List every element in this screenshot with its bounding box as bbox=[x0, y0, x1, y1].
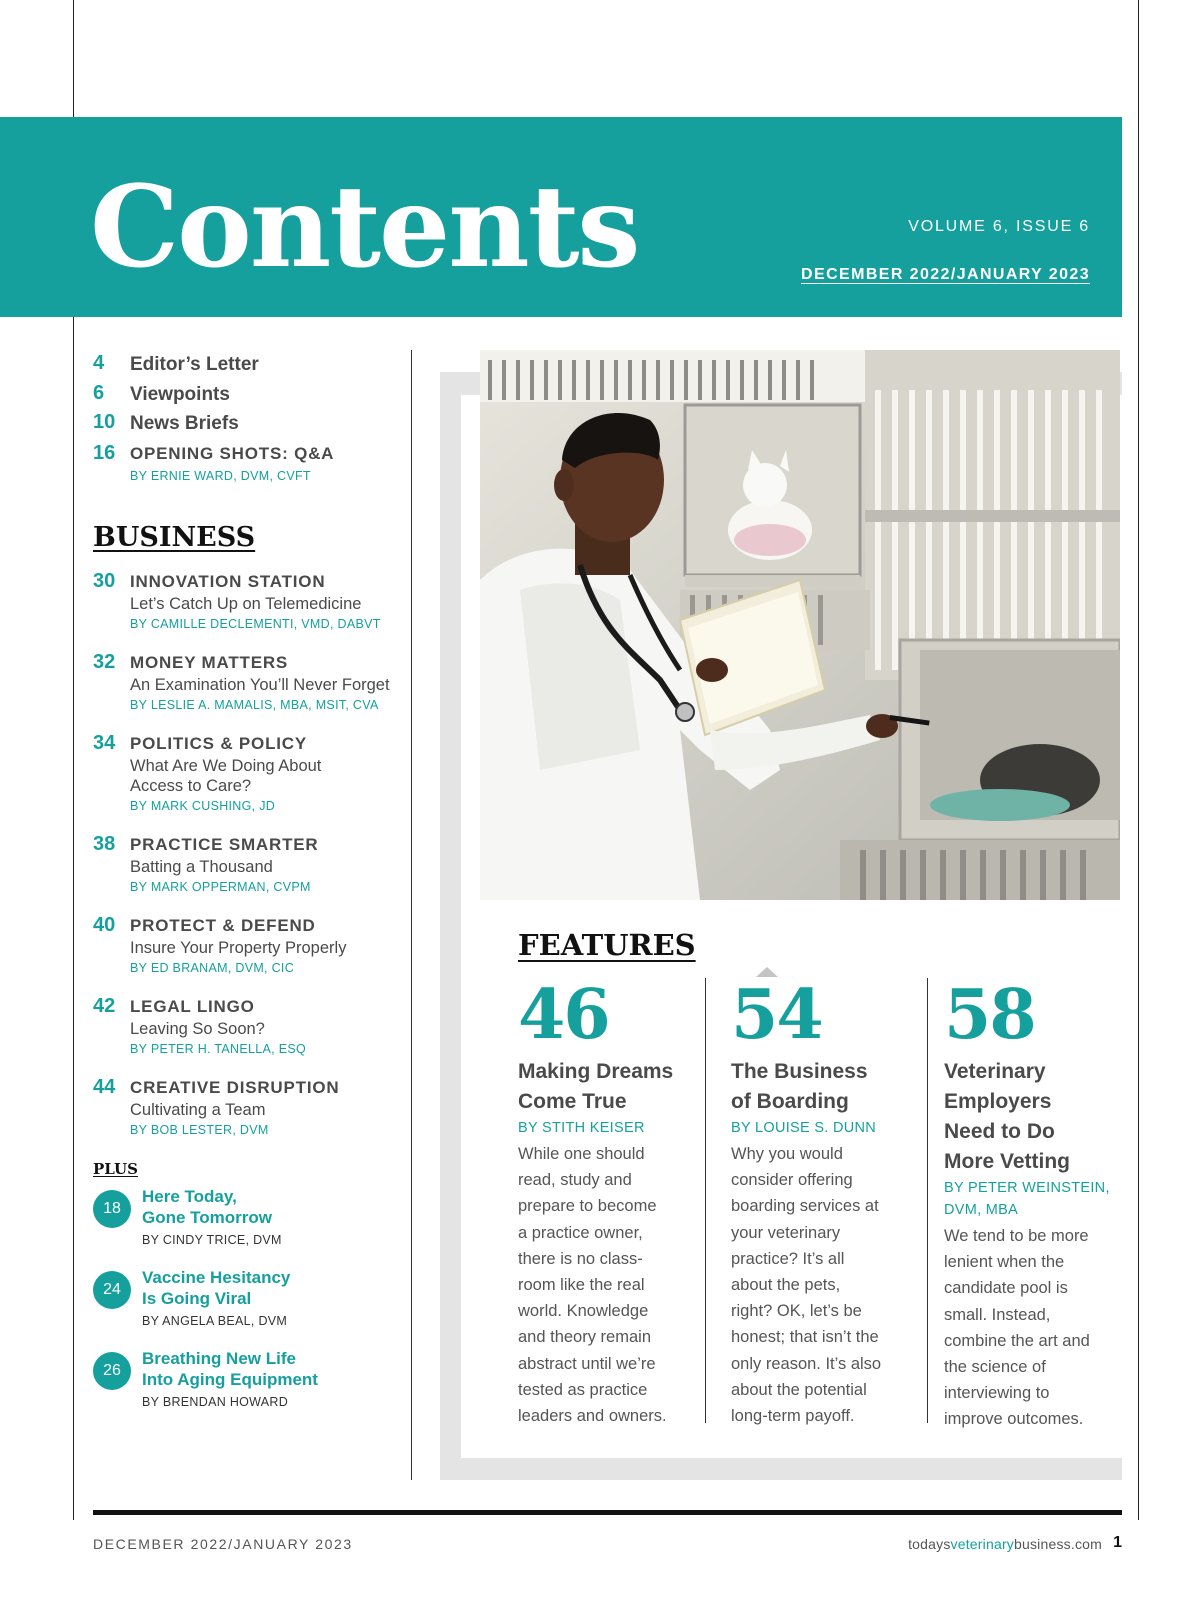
toc-entry[interactable] bbox=[93, 1076, 413, 1140]
toc-entry[interactable] bbox=[93, 352, 413, 378]
toc-entry[interactable] bbox=[93, 833, 413, 897]
section-heading-plus: PLUS bbox=[93, 1160, 138, 1178]
footer-date: DECEMBER 2022/JANUARY 2023 bbox=[93, 1536, 353, 1552]
toc-page-number: 40 bbox=[93, 914, 116, 936]
plus-entry[interactable] bbox=[93, 1348, 413, 1412]
teaser-line: combine the art and bbox=[944, 1331, 1090, 1350]
teaser-line: abstract until we’re bbox=[518, 1354, 656, 1373]
toc-subtitle: An Examination You’ll Never Forget bbox=[130, 676, 390, 694]
section-heading-features: FEATURES bbox=[518, 928, 696, 962]
toc-department: MONEY MATTERS bbox=[130, 653, 289, 672]
teaser-line: and theory remain bbox=[518, 1328, 651, 1347]
toc-department: LEGAL LINGO bbox=[130, 997, 255, 1016]
toc-title: Viewpoints bbox=[130, 384, 230, 405]
plus-byline: BY ANGELA BEAL, DVM bbox=[142, 1314, 288, 1328]
toc-byline: BY LESLIE A. MAMALIS, MBA, MSIT, CVA bbox=[130, 698, 379, 712]
plus-page-badge: 26 bbox=[93, 1352, 131, 1390]
plus-title: Here Today, bbox=[142, 1187, 237, 1206]
feature-teaser bbox=[944, 1223, 1144, 1433]
teaser-line: small. Instead, bbox=[944, 1305, 1051, 1324]
toc-entry[interactable] bbox=[93, 651, 413, 715]
teaser-line: practice? It’s all bbox=[731, 1249, 845, 1268]
teaser-line: prepare to become bbox=[518, 1197, 657, 1216]
teaser-line: honest; that isn’t the bbox=[731, 1328, 879, 1347]
toc-subtitle: Batting a Thousand bbox=[130, 858, 273, 876]
toc-byline: BY CAMILLE DECLEMENTI, VMD, DABVT bbox=[130, 617, 381, 631]
toc-subtitle: Cultivating a Team bbox=[130, 1101, 266, 1119]
feature-teaser bbox=[731, 1141, 931, 1429]
toc-page-number: 38 bbox=[93, 833, 116, 855]
teaser-line: consider offering bbox=[731, 1171, 853, 1190]
teaser-line: there is no class- bbox=[518, 1249, 643, 1268]
teaser-line: candidate pool is bbox=[944, 1279, 1068, 1298]
toc-department: OPENING SHOTS: Q&A bbox=[130, 444, 335, 463]
feature-page-number: 46 bbox=[518, 975, 609, 1055]
plus-title: Vaccine Hesitancy bbox=[142, 1268, 291, 1287]
toc-byline: BY ERNIE WARD, DVM, CVFT bbox=[130, 469, 311, 483]
feature-byline: BY STITH KEISER bbox=[518, 1120, 645, 1136]
toc-page-number: 30 bbox=[93, 570, 116, 592]
toc-page-number: 44 bbox=[93, 1076, 116, 1098]
teaser-line: While one should bbox=[518, 1145, 645, 1163]
feature-article[interactable] bbox=[944, 975, 1144, 1433]
teaser-line: We tend to be more bbox=[944, 1227, 1089, 1245]
toc-byline: BY MARK CUSHING, JD bbox=[130, 799, 276, 813]
toc-department: INNOVATION STATION bbox=[130, 572, 326, 591]
teaser-line: room like the real bbox=[518, 1276, 645, 1295]
feature-title: Need to Do bbox=[944, 1120, 1055, 1143]
teaser-line: tested as practice bbox=[518, 1380, 648, 1399]
teaser-line: long-term payoff. bbox=[731, 1407, 855, 1426]
toc-byline: BY PETER H. TANELLA, ESQ bbox=[130, 1042, 307, 1056]
toc-page-number: 34 bbox=[93, 732, 116, 754]
issue-volume: VOLUME 6, ISSUE 6 bbox=[908, 218, 1090, 235]
toc-entry[interactable] bbox=[93, 411, 413, 437]
feature-byline: BY LOUISE S. DUNN bbox=[731, 1120, 877, 1136]
plus-title: Is Going Viral bbox=[142, 1289, 252, 1308]
plus-page-badge: 18 bbox=[93, 1190, 131, 1228]
teaser-line: about the potential bbox=[731, 1380, 867, 1399]
page-title: Contents bbox=[90, 162, 639, 293]
teaser-line: boarding services at bbox=[731, 1197, 879, 1216]
site-part: business.com bbox=[1014, 1536, 1102, 1552]
toc-subtitle: Let’s Catch Up on Telemedicine bbox=[130, 595, 362, 613]
toc-page-number: 6 bbox=[93, 382, 105, 404]
toc-department: CREATIVE DISRUPTION bbox=[130, 1078, 340, 1097]
plus-entry[interactable] bbox=[93, 1267, 413, 1331]
plus-byline: BY BRENDAN HOWARD bbox=[142, 1395, 289, 1409]
teaser-line: about the pets, bbox=[731, 1276, 841, 1295]
toc-byline: BY MARK OPPERMAN, CVPM bbox=[130, 880, 311, 894]
feature-teaser bbox=[518, 1141, 718, 1429]
feature-divider bbox=[705, 978, 706, 1423]
page-number: 1 bbox=[1113, 1534, 1122, 1551]
teaser-line: your veterinary bbox=[731, 1223, 841, 1242]
teaser-line: interviewing to bbox=[944, 1384, 1050, 1403]
teaser-line: only reason. It’s also bbox=[731, 1354, 882, 1373]
toc-entry[interactable] bbox=[93, 570, 413, 634]
plus-entry[interactable] bbox=[93, 1186, 413, 1250]
feature-title: Making Dreams bbox=[518, 1060, 674, 1083]
footer-rule bbox=[93, 1510, 1122, 1515]
teaser-line: Why you would bbox=[731, 1145, 843, 1163]
toc-subtitle: What Are We Doing About bbox=[130, 757, 322, 775]
feature-title: More Vetting bbox=[944, 1150, 1071, 1173]
toc-subtitle: Insure Your Property Properly bbox=[130, 939, 347, 957]
feature-page-number: 58 bbox=[944, 975, 1035, 1055]
plus-page-badge: 24 bbox=[93, 1271, 131, 1309]
toc-page-number: 32 bbox=[93, 651, 116, 673]
site-part: todays bbox=[908, 1536, 951, 1552]
teaser-line: a practice owner, bbox=[518, 1223, 643, 1242]
issue-date: DECEMBER 2022/JANUARY 2023 bbox=[801, 266, 1090, 283]
toc-entry[interactable] bbox=[93, 995, 413, 1059]
teaser-line: lenient when the bbox=[944, 1253, 1065, 1272]
toc-department: POLITICS & POLICY bbox=[130, 734, 308, 753]
feature-byline: DVM, MBA bbox=[944, 1202, 1019, 1218]
footer-website[interactable] bbox=[908, 1536, 1102, 1552]
toc-page-number: 4 bbox=[93, 352, 105, 374]
veterinarian-with-kennels-icon bbox=[480, 350, 1120, 900]
plus-title: Into Aging Equipment bbox=[142, 1370, 318, 1389]
teaser-line: improve outcomes. bbox=[944, 1410, 1084, 1429]
toc-entry[interactable] bbox=[93, 442, 413, 486]
teaser-line: read, study and bbox=[518, 1171, 632, 1190]
feature-title: Employers bbox=[944, 1090, 1052, 1113]
toc-entry[interactable] bbox=[93, 382, 413, 408]
feature-divider bbox=[927, 978, 928, 1423]
teaser-line: leaders and owners. bbox=[518, 1407, 667, 1426]
teaser-line: right? OK, let’s be bbox=[731, 1302, 862, 1321]
toc-page-number: 42 bbox=[93, 995, 116, 1017]
toc-byline: BY ED BRANAM, DVM, CIC bbox=[130, 961, 295, 975]
toc-title: News Briefs bbox=[130, 413, 239, 434]
toc-subtitle: Leaving So Soon? bbox=[130, 1020, 265, 1038]
toc-entry[interactable] bbox=[93, 732, 413, 816]
section-heading-business: BUSINESS bbox=[93, 522, 256, 553]
feature-article[interactable] bbox=[518, 975, 718, 1429]
feature-title: of Boarding bbox=[731, 1090, 849, 1113]
plus-byline: BY CINDY TRICE, DVM bbox=[142, 1233, 282, 1247]
toc-entry[interactable] bbox=[93, 914, 413, 978]
feature-title: The Business bbox=[731, 1060, 868, 1083]
toc-department: PRACTICE SMARTER bbox=[130, 835, 319, 854]
toc-page-number: 10 bbox=[93, 411, 116, 433]
teaser-line: world. Knowledge bbox=[518, 1302, 649, 1321]
toc-subtitle: Access to Care? bbox=[130, 777, 252, 795]
cover-photo bbox=[480, 350, 1120, 900]
site-part-accent: veterinary bbox=[950, 1536, 1014, 1552]
toc-page-number: 16 bbox=[93, 442, 116, 464]
plus-title: Breathing New Life bbox=[142, 1349, 296, 1368]
feature-byline: BY PETER WEINSTEIN, bbox=[944, 1180, 1110, 1196]
toc-department: PROTECT & DEFEND bbox=[130, 916, 316, 935]
toc-title: Editor’s Letter bbox=[130, 354, 259, 375]
feature-article[interactable] bbox=[731, 975, 931, 1429]
feature-page-number: 54 bbox=[731, 975, 822, 1055]
plus-title: Gone Tomorrow bbox=[142, 1208, 273, 1227]
feature-title: Veterinary bbox=[944, 1060, 1046, 1083]
toc-byline: BY BOB LESTER, DVM bbox=[130, 1123, 269, 1137]
teaser-line: the science of bbox=[944, 1358, 1046, 1377]
feature-title: Come True bbox=[518, 1090, 627, 1113]
